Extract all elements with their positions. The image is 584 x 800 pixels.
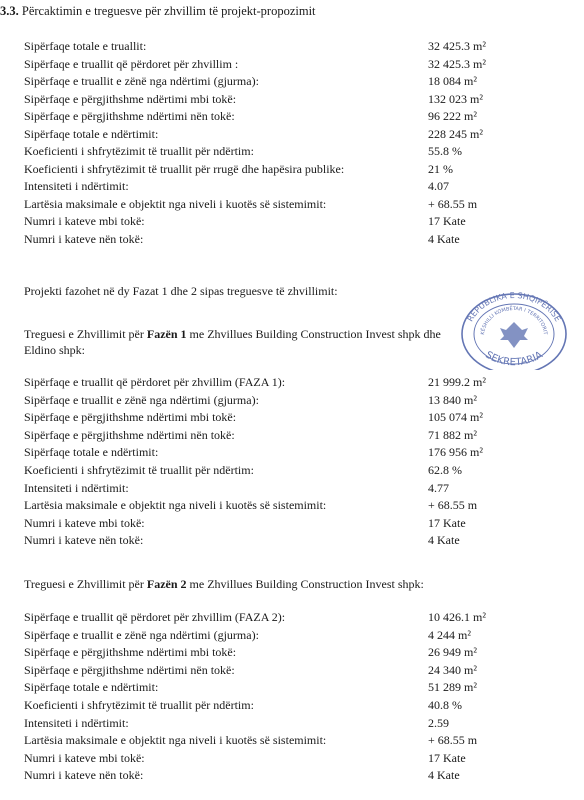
indicator-label: Sipërfaqe e përgjithshme ndërtimi mbi tokë: xyxy=(24,91,237,106)
indicator-value: 4.07 xyxy=(428,179,449,193)
indicator-label: Sipërfaqe totale e truallit: xyxy=(24,39,147,53)
indicator-row xyxy=(24,609,580,625)
indicator-label: Koeficienti i shfrytëzimit të truallit për ndërtim: xyxy=(24,144,254,158)
indicator-value: + 68.55 m xyxy=(428,498,478,513)
indicator-row xyxy=(24,126,580,142)
indicator-value: 40.8 % xyxy=(428,698,462,712)
section-heading xyxy=(0,4,316,19)
indicator-label: Sipërfaqe e truallit që përdoret për zhvillim (FAZA 2): xyxy=(24,610,286,624)
phase1-intro-line2: Eldino shpk: xyxy=(24,343,86,357)
indicator-value: 17 Kate xyxy=(428,750,466,765)
section-number: 3.3. xyxy=(0,4,19,18)
indicator-row xyxy=(24,427,580,443)
indicator-label: Sipërfaqe e përgjithshme ndërtimi nën tokë: xyxy=(24,427,235,442)
indicator-label: Intensiteti i ndërtimit: xyxy=(24,715,129,730)
indicator-label: Numri i kateve mbi tokë: xyxy=(24,214,145,228)
phase2-intro-pre: Treguesi e Zhvillimit për xyxy=(24,577,147,591)
stamp-text-bottom: SEKRETARIA xyxy=(483,349,545,369)
indicator-value: 18 084 m² xyxy=(428,74,477,88)
indicator-value: 17 Kate xyxy=(428,214,466,228)
indicator-row xyxy=(24,750,580,766)
indicator-row xyxy=(24,644,580,660)
indicator-value: + 68.55 m xyxy=(428,196,478,211)
indicator-value: 51 289 m² xyxy=(428,680,477,695)
indicator-row xyxy=(24,444,580,460)
indicator-label: Sipërfaqe totale e ndërtimit: xyxy=(24,126,159,141)
indicator-label: Sipërfaqe e përgjithshme ndërtimi nën tokë: xyxy=(24,109,235,123)
phase1-intro-pre: Treguesi e Zhvillimit për xyxy=(24,327,147,341)
indicator-row xyxy=(24,462,580,478)
phases-intro: Projekti fazohet në dy Fazat 1 dhe 2 sipas treguesve të zhvillimit: xyxy=(24,284,338,298)
indicator-value: 132 023 m² xyxy=(428,91,483,106)
official-stamp xyxy=(454,286,574,370)
indicator-row xyxy=(24,767,580,783)
phase2-intro-post: me Zhvillues Building Construction Invest shpk: xyxy=(186,577,424,591)
indicator-row xyxy=(24,480,580,496)
indicator-label: Sipërfaqe totale e ndërtimit: xyxy=(24,680,159,695)
eagle-emblem-icon xyxy=(500,322,528,348)
indicator-row xyxy=(24,627,580,643)
indicator-label: Sipërfaqe totale e ndërtimit: xyxy=(24,445,159,460)
indicator-value: 55.8 % xyxy=(428,144,462,158)
indicator-label: Koeficienti i shfrytëzimit të truallit për ndërtim: xyxy=(24,463,254,477)
indicator-value: 105 074 m² xyxy=(428,410,483,425)
indicator-row xyxy=(24,715,580,731)
indicator-value: 4 Kate xyxy=(428,533,460,548)
indicator-value: 21 999.2 m² xyxy=(428,375,486,389)
indicator-label: Sipërfaqe e përgjithshme ndërtimi nën tokë: xyxy=(24,662,235,677)
indicator-row xyxy=(24,231,580,247)
indicator-label: Sipërfaqe e truallit e zënë nga ndërtimi (gjurma): xyxy=(24,74,259,88)
indicator-label: Numri i kateve nën tokë: xyxy=(24,768,144,783)
indicator-value: 32 425.3 m² xyxy=(428,39,486,53)
indicator-label: Koeficienti i shfrytëzimit të truallit për ndërtim: xyxy=(24,698,254,712)
indicator-value: 71 882 m² xyxy=(428,427,477,442)
indicator-value: 21 % xyxy=(428,161,453,176)
phase2-intro xyxy=(24,576,424,592)
indicator-row xyxy=(24,178,580,194)
indicator-value: 32 425.3 m² xyxy=(428,56,486,71)
phase2-intro-bold: Fazën 2 xyxy=(146,577,187,591)
indicator-label: Numri i kateve mbi tokë: xyxy=(24,750,145,765)
indicator-row xyxy=(24,515,580,531)
indicator-label: Numri i kateve nën tokë: xyxy=(24,533,144,548)
indicator-row xyxy=(24,532,580,548)
indicator-value: 62.8 % xyxy=(428,463,462,477)
indicator-row xyxy=(24,374,580,390)
indicator-row xyxy=(24,143,580,159)
indicator-row xyxy=(24,91,580,107)
indicator-label: Numri i kateve nën tokë: xyxy=(24,231,144,246)
indicator-row xyxy=(24,56,580,72)
indicator-label: Intensiteti i ndërtimit: xyxy=(24,179,129,193)
indicator-label: Lartësia maksimale e objektit nga niveli i kuotës së sistemimit: xyxy=(24,733,327,748)
indicator-label: Sipërfaqe e truallit e zënë nga ndërtimi (gjurma): xyxy=(24,392,259,407)
indicator-row xyxy=(24,73,580,89)
indicator-row xyxy=(24,732,580,748)
indicator-label: Sipërfaqe e përgjithshme ndërtimi mbi tokë: xyxy=(24,410,237,425)
indicator-row xyxy=(24,196,580,212)
indicator-row xyxy=(24,662,580,678)
indicator-value: 13 840 m² xyxy=(428,392,477,407)
indicator-value: 24 340 m² xyxy=(428,662,477,677)
indicator-value: 10 426.1 m² xyxy=(428,610,486,624)
indicator-row xyxy=(24,392,580,408)
indicator-value: 4 244 m² xyxy=(428,627,471,642)
indicator-row xyxy=(24,697,580,713)
stamp-text-top: REPUBLIKA E SHQIPËRISË xyxy=(465,290,563,324)
stamp-text-inner: KËSHILLI KOMBËTAR I TERRITORIT xyxy=(479,305,548,336)
phase1-intro-bold: Fazën 1 xyxy=(146,327,187,341)
indicator-value: 2.59 xyxy=(428,715,449,730)
indicator-label: Sipërfaqe e truallit e zënë nga ndërtimi (gjurma): xyxy=(24,627,259,642)
indicator-value: 4 Kate xyxy=(428,768,460,783)
indicator-label: Lartësia maksimale e objektit nga niveli i kuotës së sistemimit: xyxy=(24,498,327,513)
indicator-row xyxy=(24,409,580,425)
indicator-label: Lartësia maksimale e objektit nga niveli i kuotës së sistemimit: xyxy=(24,196,327,211)
indicator-row xyxy=(24,108,580,124)
indicator-value: 4 Kate xyxy=(428,231,460,246)
phase1-intro xyxy=(24,326,441,342)
indicator-value: + 68.55 m xyxy=(428,733,478,748)
indicator-value: 17 Kate xyxy=(428,515,466,530)
indicator-value: 4.77 xyxy=(428,480,449,495)
indicator-row xyxy=(24,38,580,54)
section-title: Përcaktimin e treguesve për zhvillim të projekt-propozimit xyxy=(21,4,316,18)
indicator-value: 228 245 m² xyxy=(428,126,483,141)
indicator-value: 176 956 m² xyxy=(428,445,483,460)
indicator-label: Sipërfaqe e truallit që përdoret për zhvillim (FAZA 1): xyxy=(24,375,286,389)
indicator-label: Koeficienti i shfrytëzimit të truallit për rrugë dhe hapësira publike: xyxy=(24,161,345,176)
indicator-row xyxy=(24,497,580,513)
indicator-label: Sipërfaqe e truallit që përdoret për zhvillim : xyxy=(24,56,239,71)
indicator-value: 96 222 m² xyxy=(428,109,477,123)
phase1-intro-post: me Zhvillues Building Construction Invest shpk dhe xyxy=(186,327,441,341)
indicator-label: Intensiteti i ndërtimit: xyxy=(24,480,129,495)
indicator-row xyxy=(24,161,580,177)
indicator-value: 26 949 m² xyxy=(428,645,477,660)
indicator-row xyxy=(24,679,580,695)
indicator-label: Numri i kateve mbi tokë: xyxy=(24,515,145,530)
indicator-label: Sipërfaqe e përgjithshme ndërtimi mbi tokë: xyxy=(24,645,237,660)
indicator-row xyxy=(24,213,580,229)
